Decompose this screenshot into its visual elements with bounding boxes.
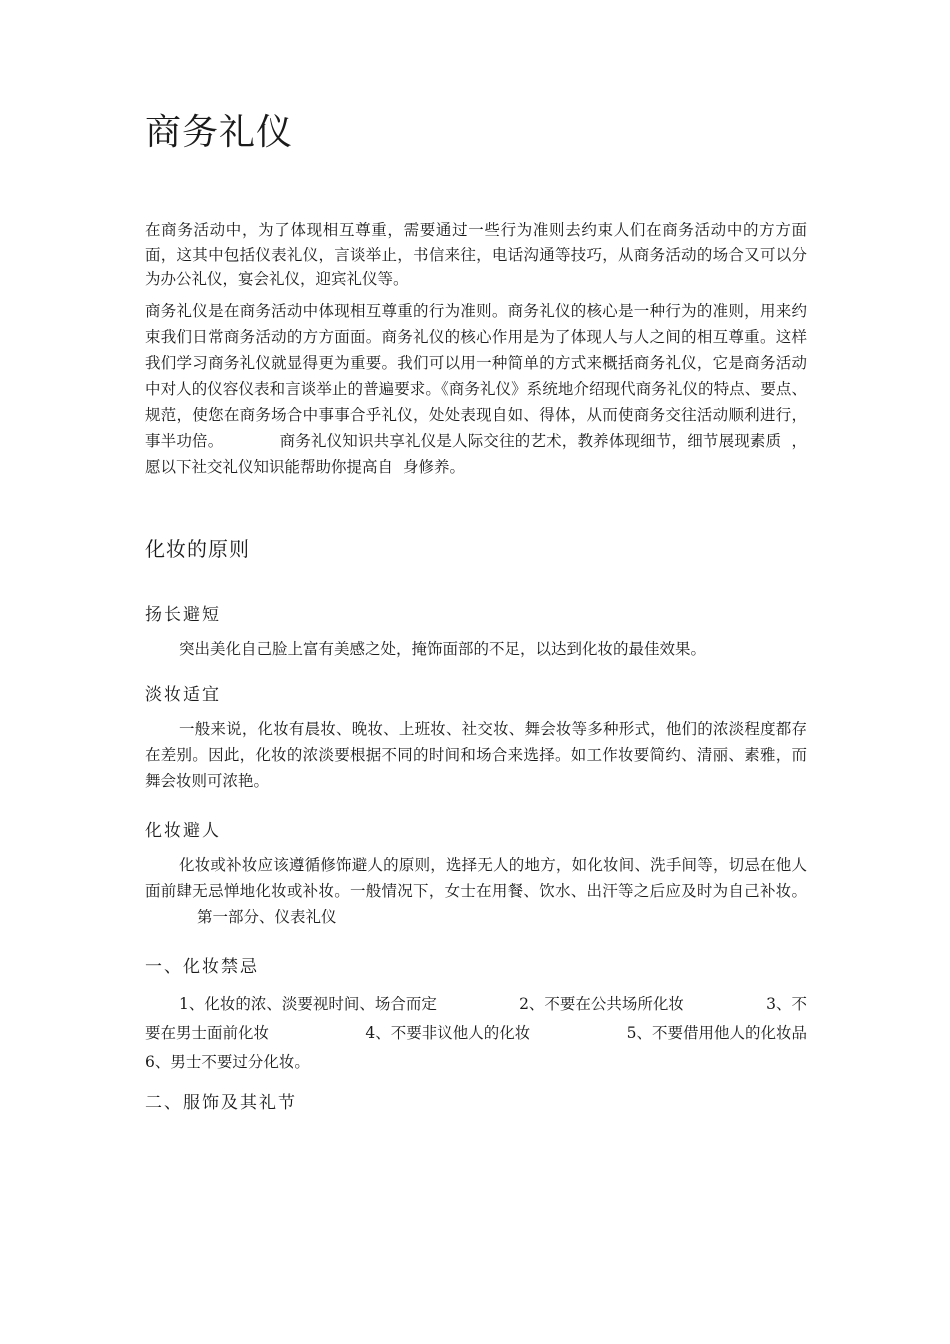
intro-paragraph-2-text: 商务礼仪是在商务活动中体现相互尊重的行为准则。商务礼仪的核心是一种行为的准则，用来约束我们日常商务活动的方方面面。商务礼仪的核心作用是为了体现人与人之间的相互尊重。这样我们学习商务礼仪就显得更为重要。我们可以用一种简单的方式来概括商务礼仪，它是商务活动中对人的仪容仪表和言谈举止的普遍要求。《商务礼仪》系统地介绍现代商务礼仪的特点、要点、规范，使您在商务场合中事事合乎礼仪，处处表现自如、得体，从而使商务交往活动顺利进行，事半功倍。 bbox=[145, 302, 807, 450]
intro-paragraph-2-wish: ，愿以下社交礼仪知识能帮助你提高自 bbox=[145, 432, 807, 476]
taboos-line-3 bbox=[145, 1048, 807, 1077]
section-heading-clothing: 二、服饰及其礼节 bbox=[145, 1093, 297, 1113]
section-heading-makeup-principles: 化妆的原则 bbox=[145, 537, 250, 561]
taboos-list bbox=[145, 990, 807, 1077]
intro-paragraph-1: 在商务活动中，为了体现相互尊重，需要通过一些行为准则去约束人们在商务活动中的方方面面，这其中包括仪表礼仪，言谈举止，书信来往，电话沟通等技巧，从商务活动的场合又可以分为办公礼仪，宴会礼仪，迎宾礼仪等。 bbox=[145, 221, 807, 288]
page-title: 商务礼仪 bbox=[145, 112, 294, 153]
paragraph-strengths: 突出美化自己脸上富有美感之处，掩饰面部的不足，以达到化妆的最佳效果。 bbox=[179, 640, 707, 658]
subheading-light-makeup: 淡妆适宜 bbox=[145, 685, 221, 705]
subheading-strengths: 扬长避短 bbox=[145, 605, 221, 625]
intro-paragraph-2 bbox=[145, 298, 807, 480]
taboo-item: 6、男士不要过分化妆。 bbox=[145, 1053, 310, 1071]
taboo-item: 5、不要借用他人的化妆品 bbox=[626, 1024, 807, 1042]
taboo-item: 3、不 bbox=[766, 995, 807, 1013]
taboo-item: 1、化妆的浓、淡要视时间、场合而定 bbox=[179, 995, 437, 1013]
part-one-label: 第一部分、仪表礼仪 bbox=[197, 908, 337, 926]
paragraph-avoid-others-text: 化妆或补妆应该遵循修饰避人的原则，选择无人的地方，如化妆间、洗手间等，切忌在他人面前肆无忌惮地化妆或补妆。一般情况下，女士在用餐、饮水、出汗等之后应及时为自己补妆。 bbox=[145, 856, 807, 900]
intro-paragraph-2-share: 商务礼仪知识共享礼仪是人际交往的艺术，教养体现细节，细节展现素质 bbox=[279, 432, 782, 450]
subheading-avoid-others: 化妆避人 bbox=[145, 821, 221, 841]
taboos-line-1 bbox=[145, 990, 807, 1019]
taboo-item: 2、不要在公共场所化妆 bbox=[519, 995, 684, 1013]
taboo-item: 4、不要非议他人的化妆 bbox=[365, 1024, 531, 1042]
section-heading-makeup-taboos: 一、化妆禁忌 bbox=[145, 957, 259, 977]
paragraph-avoid-others bbox=[145, 852, 807, 930]
intro-paragraph-2-end: 身修养。 bbox=[403, 458, 466, 476]
taboo-item: 要在男士面前化妆 bbox=[145, 1024, 270, 1042]
paragraph-light-makeup: 一般来说，化妆有晨妆、晚妆、上班妆、社交妆、舞会妆等多种形式，他们的浓淡程度都存在差别。因此，化妆的浓淡要根据不同的时间和场合来选择。如工作妆要简约、清丽、素雅，而舞会妆则可浓艳。 bbox=[145, 720, 807, 790]
taboos-line-2 bbox=[145, 1019, 807, 1048]
